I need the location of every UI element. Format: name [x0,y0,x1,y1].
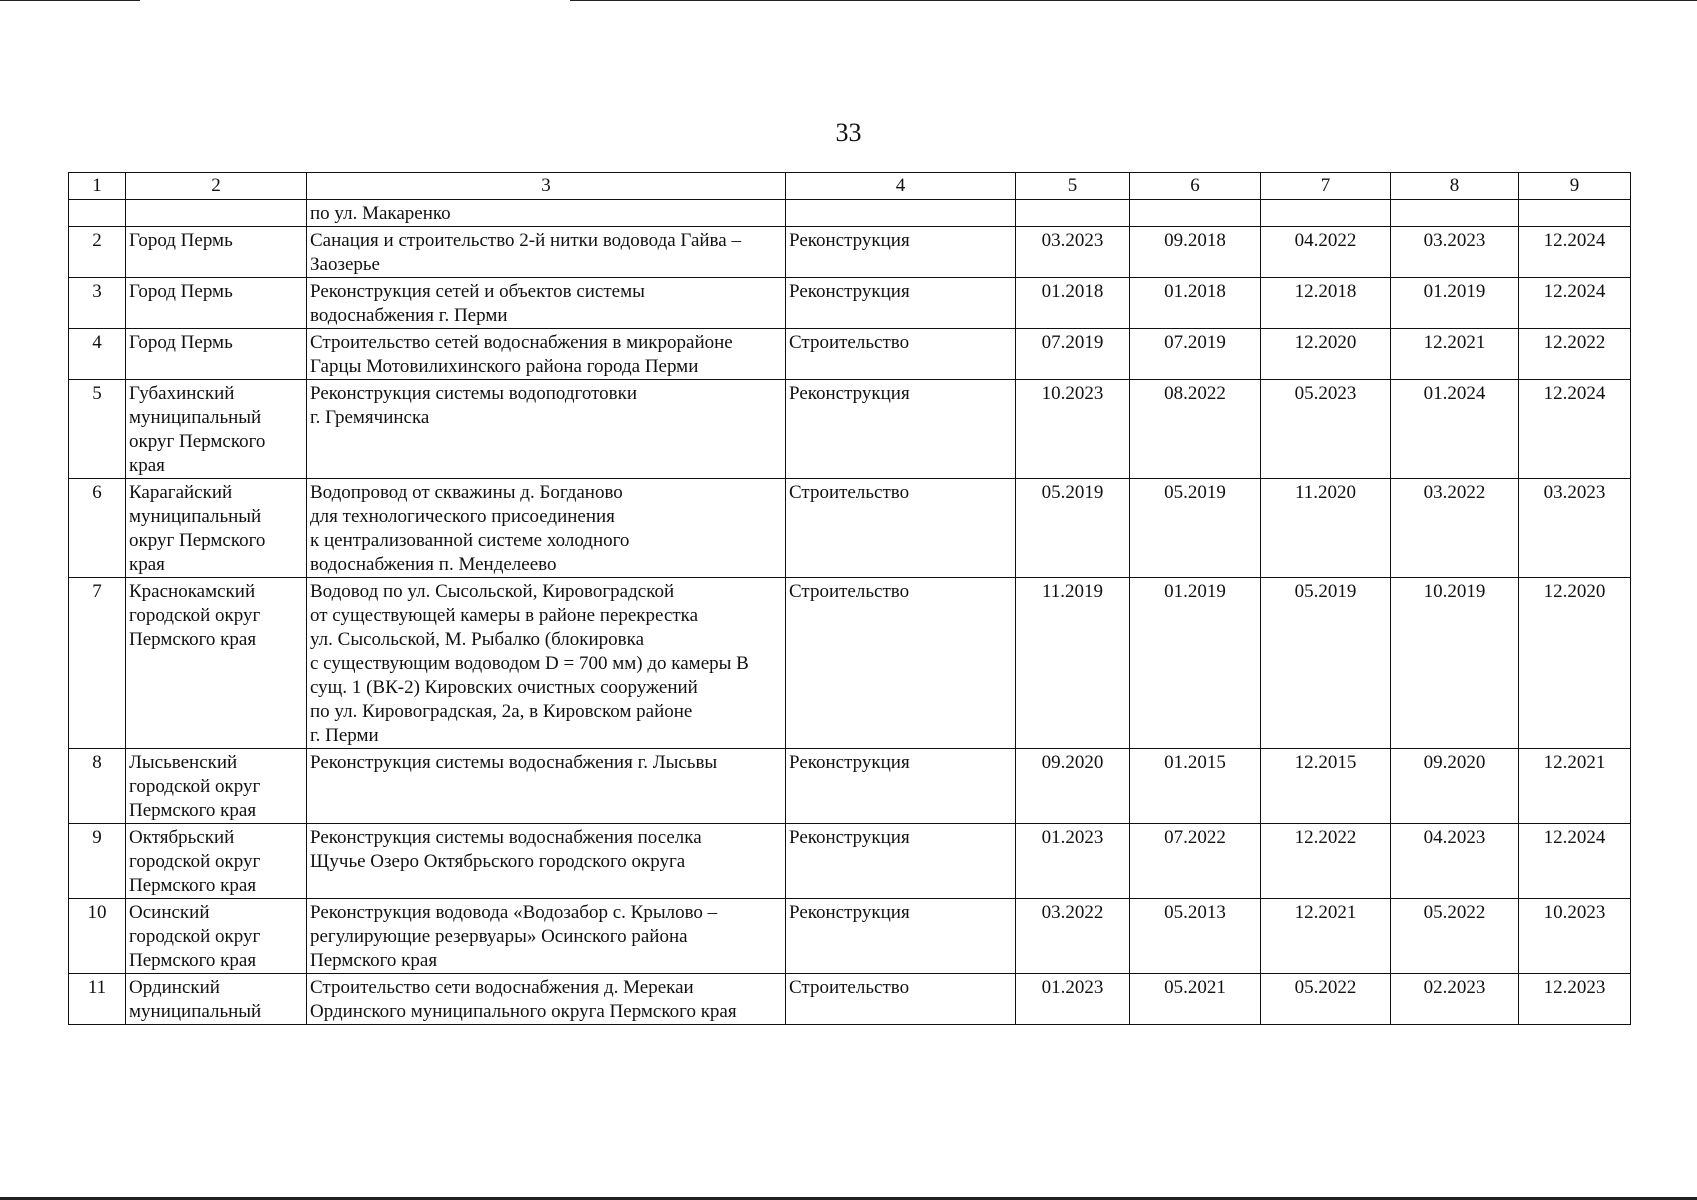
cell-date: 10.2023 [1519,899,1631,974]
scan-edge-top-right [570,0,1697,1]
cell-type: Строительство [786,479,1016,578]
cell-municipality [126,200,307,227]
table-row [69,278,1631,329]
cell-municipality: Октябрьский городской округ Пермского края [126,824,307,899]
cell-date: 08.2022 [1130,380,1261,479]
cell-date: 01.2019 [1130,578,1261,749]
cell-number: 6 [69,479,126,578]
cell-date [1261,200,1391,227]
cell-type: Реконструкция [786,227,1016,278]
cell-municipality: Осинский городской округ Пермского края [126,899,307,974]
cell-date: 05.2019 [1130,479,1261,578]
cell-date: 12.2024 [1519,380,1631,479]
cell-description: Строительство сети водоснабжения д. Мерекаи Ординского муниципального округа Пермского края [307,974,786,1025]
cell-number: 5 [69,380,126,479]
column-number: 3 [307,173,786,200]
cell-municipality: Губахинский муниципальный округ Пермского края [126,380,307,479]
cell-date: 03.2023 [1016,227,1130,278]
cell-date: 12.2024 [1519,278,1631,329]
cell-date: 10.2023 [1016,380,1130,479]
cell-date: 09.2018 [1130,227,1261,278]
table-row [69,899,1631,974]
column-number: 5 [1016,173,1130,200]
cell-date: 09.2020 [1016,749,1130,824]
cell-date: 04.2022 [1261,227,1391,278]
cell-date: 12.2023 [1519,974,1631,1025]
cell-date: 01.2023 [1016,974,1130,1025]
column-number: 9 [1519,173,1631,200]
table-row [69,824,1631,899]
cell-date: 10.2019 [1391,578,1519,749]
cell-date: 11.2019 [1016,578,1130,749]
column-number: 4 [786,173,1016,200]
cell-date: 12.2022 [1519,329,1631,380]
data-table [68,172,1631,1025]
cell-date: 12.2020 [1261,329,1391,380]
cell-number: 10 [69,899,126,974]
page-number: 33 [835,118,862,147]
cell-municipality: Краснокамский городской округ Пермского края [126,578,307,749]
cell-date: 05.2022 [1391,899,1519,974]
cell-number: 3 [69,278,126,329]
cell-number: 8 [69,749,126,824]
column-number: 6 [1130,173,1261,200]
continuation-row [69,200,1631,227]
cell-date: 07.2019 [1016,329,1130,380]
column-number: 8 [1391,173,1519,200]
cell-date: 07.2019 [1130,329,1261,380]
cell-type: Реконструкция [786,824,1016,899]
cell-date: 03.2022 [1391,479,1519,578]
cell-date: 07.2022 [1130,824,1261,899]
column-number: 2 [126,173,307,200]
table-row [69,479,1631,578]
cell-date [1391,200,1519,227]
cell-municipality: Карагайский муниципальный округ Пермского края [126,479,307,578]
table-row [69,749,1631,824]
cell-type: Строительство [786,329,1016,380]
cell-date: 01.2019 [1391,278,1519,329]
column-number: 7 [1261,173,1391,200]
cell-type [786,200,1016,227]
cell-date [1130,200,1261,227]
cell-date: 12.2024 [1519,227,1631,278]
cell-date: 12.2022 [1261,824,1391,899]
cell-number: 11 [69,974,126,1025]
cell-date [1016,200,1130,227]
cell-description: Реконструкция системы водоснабжения поселка Щучье Озеро Октябрьского городского округа [307,824,786,899]
cell-number: 2 [69,227,126,278]
cell-type: Реконструкция [786,899,1016,974]
cell-type: Реконструкция [786,278,1016,329]
table-row [69,578,1631,749]
cell-number: 4 [69,329,126,380]
cell-date: 01.2018 [1016,278,1130,329]
cell-date: 01.2024 [1391,380,1519,479]
cell-date: 09.2020 [1391,749,1519,824]
cell-date: 12.2024 [1519,824,1631,899]
cell-municipality: Лысьвенский городской округ Пермского края [126,749,307,824]
cell-date: 12.2021 [1391,329,1519,380]
table-row [69,974,1631,1025]
table-row [69,227,1631,278]
cell-description: Реконструкция водовода «Водозабор с. Крылово – регулирующие резервуары» Осинского района Пермского края [307,899,786,974]
cell-date: 12.2021 [1519,749,1631,824]
cell-date: 03.2023 [1519,479,1631,578]
cell-date: 01.2015 [1130,749,1261,824]
cell-description: Строительство сетей водоснабжения в микрорайоне Гарцы Мотовилихинского района города Перми [307,329,786,380]
cell-date: 02.2023 [1391,974,1519,1025]
cell-municipality: Город Пермь [126,227,307,278]
cell-number [69,200,126,227]
cell-date: 12.2021 [1261,899,1391,974]
column-number-row [69,173,1631,200]
cell-date: 04.2023 [1391,824,1519,899]
cell-number: 7 [69,578,126,749]
cell-description: Водовод по ул. Сысольской, Кировоградской от существующей камеры в районе перекрестка ул. Сысольской, М. Рыбалко (блокировка с существующим водоводом D = 700 мм) до камеры В сущ. 1 (ВК-2) Кировских очистных сооружений по ул. Кировоградская, 2а, в Кировском районе г. Перми [307,578,786,749]
cell-type: Реконструкция [786,749,1016,824]
cell-date: 05.2023 [1261,380,1391,479]
cell-date: 05.2019 [1016,479,1130,578]
cell-date: 05.2019 [1261,578,1391,749]
cell-date [1519,200,1631,227]
cell-date: 05.2021 [1130,974,1261,1025]
cell-description: Реконструкция сетей и объектов системы водоснабжения г. Перми [307,278,786,329]
scan-edge-top-left [0,0,140,1]
cell-date: 12.2018 [1261,278,1391,329]
table-row [69,380,1631,479]
cell-date: 01.2023 [1016,824,1130,899]
cell-number: 9 [69,824,126,899]
cell-municipality: Ординский муниципальный [126,974,307,1025]
cell-date: 11.2020 [1261,479,1391,578]
cell-type: Строительство [786,974,1016,1025]
cell-date: 03.2022 [1016,899,1130,974]
table-row [69,329,1631,380]
cell-description: Водопровод от скважины д. Богданово для технологического присоединения к централизованной системе холодного водоснабжения п. Менделеево [307,479,786,578]
cell-date: 01.2018 [1130,278,1261,329]
column-number: 1 [69,173,126,200]
cell-description: Реконструкция системы водоснабжения г. Лысьвы [307,749,786,824]
cell-type: Реконструкция [786,380,1016,479]
cell-municipality: Город Пермь [126,278,307,329]
cell-type: Строительство [786,578,1016,749]
cell-date: 05.2022 [1261,974,1391,1025]
cell-date: 05.2013 [1130,899,1261,974]
cell-description: Реконструкция системы водоподготовки г. Гремячинска [307,380,786,479]
cell-date: 12.2015 [1261,749,1391,824]
cell-date: 12.2020 [1519,578,1631,749]
cell-date: 03.2023 [1391,227,1519,278]
cell-municipality: Город Пермь [126,329,307,380]
cell-description: Санация и строительство 2-й нитки водовода Гайва – Заозерье [307,227,786,278]
cell-description: по ул. Макаренко [307,200,786,227]
